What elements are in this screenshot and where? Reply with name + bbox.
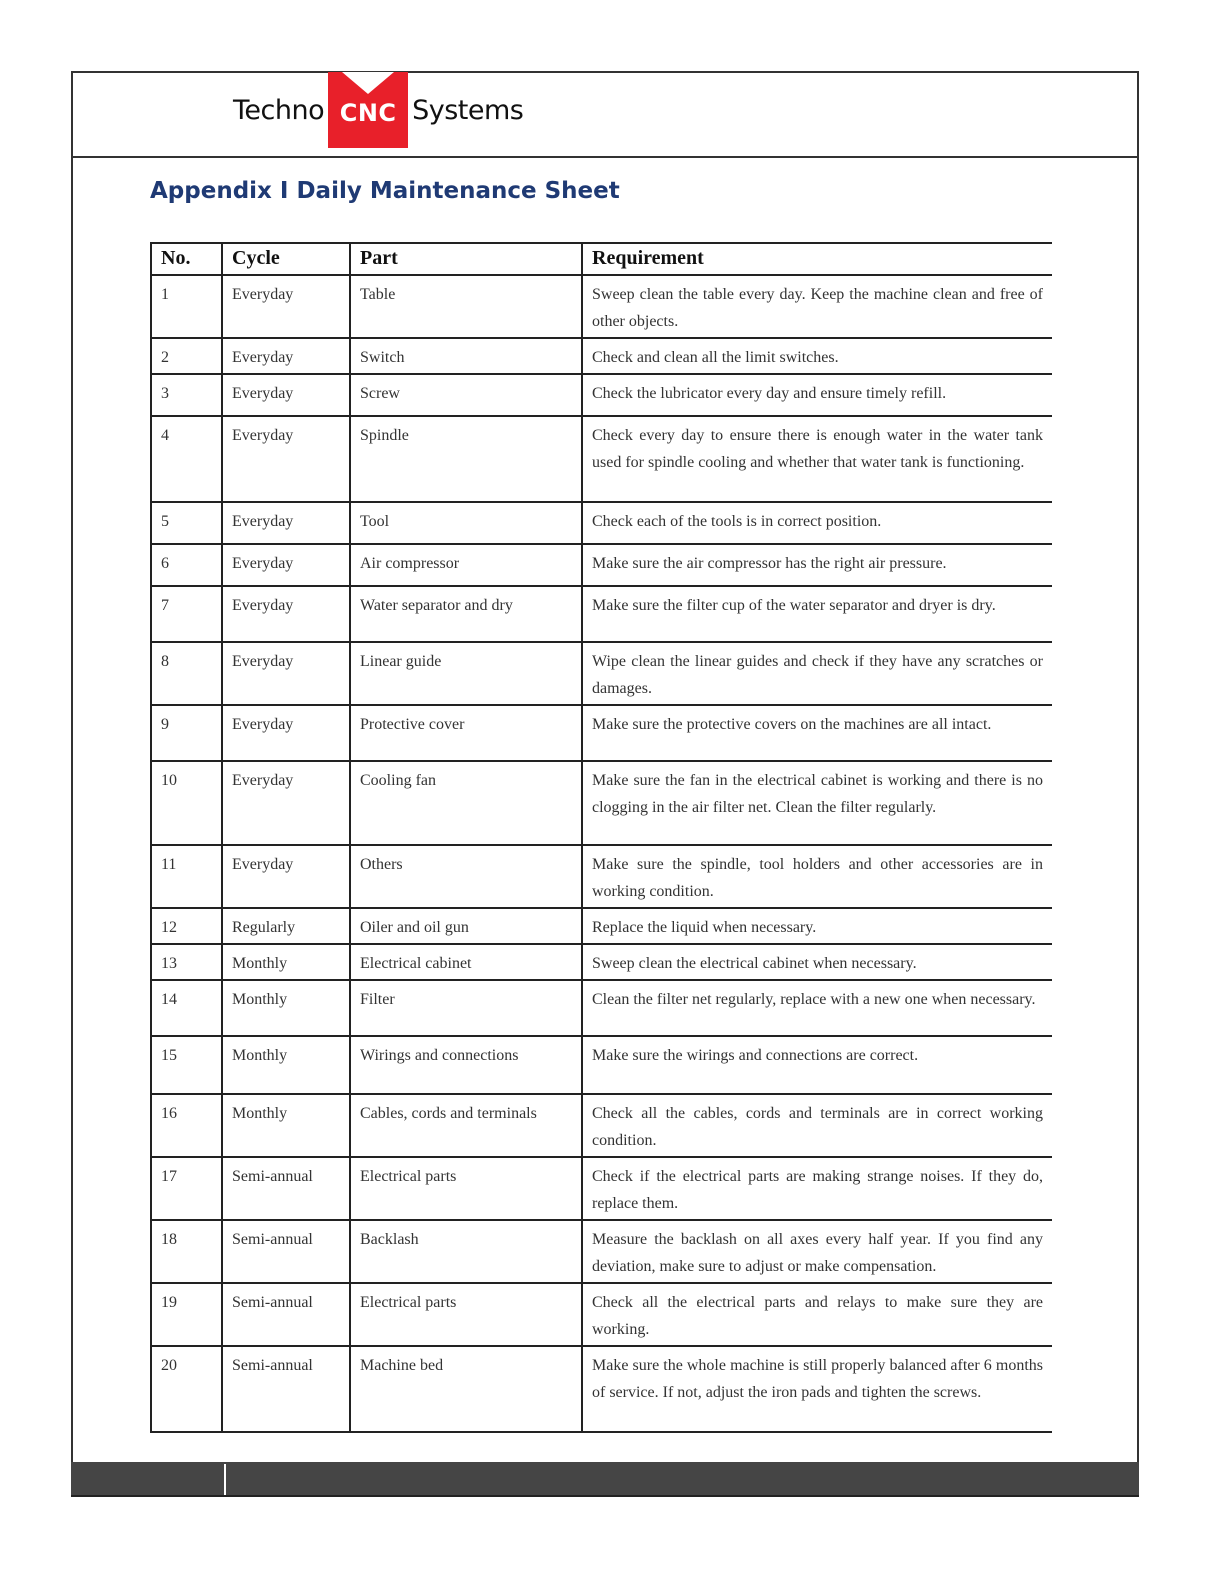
table-row bbox=[151, 416, 1052, 502]
cell-cycle: Everyday bbox=[222, 275, 350, 338]
cell-no: 15 bbox=[151, 1036, 222, 1094]
cell-cycle: Monthly bbox=[222, 1036, 350, 1094]
cell-part: Water separator and dry bbox=[350, 586, 582, 642]
cell-requirement: Sweep clean the electrical cabinet when necessary. bbox=[582, 944, 1052, 980]
logo-cnc-mark bbox=[328, 72, 408, 148]
cell-part: Air compressor bbox=[350, 544, 582, 586]
logo-notch bbox=[342, 72, 394, 94]
table-row bbox=[151, 275, 1052, 338]
cell-requirement: Clean the filter net regularly, replace with a new one when necessary. bbox=[582, 980, 1052, 1036]
table-row bbox=[151, 761, 1052, 845]
header-cycle: Cycle bbox=[222, 243, 350, 275]
cell-part: Electrical parts bbox=[350, 1283, 582, 1346]
maintenance-table bbox=[150, 242, 1052, 1433]
table-row bbox=[151, 586, 1052, 642]
cell-requirement: Check if the electrical parts are making strange noises. If they do, replace them. bbox=[582, 1157, 1052, 1220]
table-row bbox=[151, 908, 1052, 944]
cell-requirement: Make sure the protective covers on the machines are all intact. bbox=[582, 705, 1052, 761]
cell-cycle: Monthly bbox=[222, 980, 350, 1036]
cell-no: 20 bbox=[151, 1346, 222, 1432]
cell-cycle: Everyday bbox=[222, 502, 350, 544]
cell-no: 13 bbox=[151, 944, 222, 980]
cell-no: 9 bbox=[151, 705, 222, 761]
cell-part: Cables, cords and terminals bbox=[350, 1094, 582, 1157]
cell-no: 5 bbox=[151, 502, 222, 544]
cell-part: Linear guide bbox=[350, 642, 582, 705]
company-logo bbox=[233, 72, 523, 148]
cell-no: 6 bbox=[151, 544, 222, 586]
cell-no: 10 bbox=[151, 761, 222, 845]
cell-part: Backlash bbox=[350, 1220, 582, 1283]
cell-requirement: Check all the electrical parts and relays to make sure they are working. bbox=[582, 1283, 1052, 1346]
cell-requirement: Check the lubricator every day and ensure timely refill. bbox=[582, 374, 1052, 416]
cell-cycle: Everyday bbox=[222, 544, 350, 586]
cell-cycle: Everyday bbox=[222, 374, 350, 416]
cell-no: 19 bbox=[151, 1283, 222, 1346]
page-header bbox=[71, 71, 1139, 158]
table-row bbox=[151, 1094, 1052, 1157]
header-requirement: Requirement bbox=[582, 243, 1052, 275]
cell-part: Others bbox=[350, 845, 582, 908]
cell-cycle: Monthly bbox=[222, 944, 350, 980]
table-row bbox=[151, 1283, 1052, 1346]
cell-cycle: Semi-annual bbox=[222, 1157, 350, 1220]
cell-no: 16 bbox=[151, 1094, 222, 1157]
cell-requirement: Make sure the fan in the electrical cabinet is working and there is no clogging in the air filter net. Clean the filter regularly. bbox=[582, 761, 1052, 845]
footer-divider bbox=[224, 1464, 226, 1495]
cell-cycle: Monthly bbox=[222, 1094, 350, 1157]
cell-part: Electrical cabinet bbox=[350, 944, 582, 980]
table-row bbox=[151, 502, 1052, 544]
cell-requirement: Replace the liquid when necessary. bbox=[582, 908, 1052, 944]
cell-no: 4 bbox=[151, 416, 222, 502]
cell-cycle: Everyday bbox=[222, 761, 350, 845]
cell-no: 2 bbox=[151, 338, 222, 374]
cell-cycle: Semi-annual bbox=[222, 1346, 350, 1432]
cell-part: Table bbox=[350, 275, 582, 338]
cell-requirement: Wipe clean the linear guides and check if they have any scratches or damages. bbox=[582, 642, 1052, 705]
cell-requirement: Make sure the filter cup of the water separator and dryer is dry. bbox=[582, 586, 1052, 642]
cell-part: Screw bbox=[350, 374, 582, 416]
table-row bbox=[151, 1346, 1052, 1432]
cell-part: Filter bbox=[350, 980, 582, 1036]
cell-requirement: Sweep clean the table every day. Keep the machine clean and free of other objects. bbox=[582, 275, 1052, 338]
cell-requirement: Check all the cables, cords and terminals are in correct working condition. bbox=[582, 1094, 1052, 1157]
cell-cycle: Everyday bbox=[222, 586, 350, 642]
table-header-row bbox=[151, 243, 1052, 275]
table-row bbox=[151, 544, 1052, 586]
cell-requirement: Make sure the wirings and connections are correct. bbox=[582, 1036, 1052, 1094]
cell-part: Oiler and oil gun bbox=[350, 908, 582, 944]
table-row bbox=[151, 980, 1052, 1036]
cell-no: 17 bbox=[151, 1157, 222, 1220]
cell-cycle: Regularly bbox=[222, 908, 350, 944]
cell-no: 12 bbox=[151, 908, 222, 944]
header-part: Part bbox=[350, 243, 582, 275]
cell-part: Wirings and connections bbox=[350, 1036, 582, 1094]
header-no: No. bbox=[151, 243, 222, 275]
table-row bbox=[151, 1036, 1052, 1094]
cell-part: Protective cover bbox=[350, 705, 582, 761]
cell-requirement: Make sure the whole machine is still properly balanced after 6 months of service. If not, adjust the iron pads and tighten the screws. bbox=[582, 1346, 1052, 1432]
page-title: Appendix I Daily Maintenance Sheet bbox=[150, 178, 620, 204]
cell-cycle: Semi-annual bbox=[222, 1220, 350, 1283]
cell-no: 7 bbox=[151, 586, 222, 642]
cell-part: Switch bbox=[350, 338, 582, 374]
table-row bbox=[151, 845, 1052, 908]
cell-no: 11 bbox=[151, 845, 222, 908]
logo-word-systems: Systems bbox=[412, 94, 524, 126]
table-row bbox=[151, 1157, 1052, 1220]
cell-no: 14 bbox=[151, 980, 222, 1036]
table-row bbox=[151, 374, 1052, 416]
cell-requirement: Measure the backlash on all axes every half year. If you find any deviation, make sure to adjust or make compensation. bbox=[582, 1220, 1052, 1283]
logo-word-techno: Techno bbox=[233, 94, 325, 126]
footer-bar bbox=[71, 1462, 1139, 1497]
cell-cycle: Everyday bbox=[222, 338, 350, 374]
table-row bbox=[151, 338, 1052, 374]
table-body bbox=[151, 275, 1052, 1432]
cell-requirement: Make sure the air compressor has the right air pressure. bbox=[582, 544, 1052, 586]
cell-part: Spindle bbox=[350, 416, 582, 502]
table-row bbox=[151, 705, 1052, 761]
logo-cnc-text: CNC bbox=[339, 99, 397, 127]
table-row bbox=[151, 944, 1052, 980]
cell-cycle: Semi-annual bbox=[222, 1283, 350, 1346]
table-row bbox=[151, 1220, 1052, 1283]
cell-no: 8 bbox=[151, 642, 222, 705]
cell-part: Electrical parts bbox=[350, 1157, 582, 1220]
cell-requirement: Check and clean all the limit switches. bbox=[582, 338, 1052, 374]
cell-cycle: Everyday bbox=[222, 845, 350, 908]
cell-requirement: Make sure the spindle, tool holders and other accessories are in working condition. bbox=[582, 845, 1052, 908]
table-row bbox=[151, 642, 1052, 705]
cell-no: 18 bbox=[151, 1220, 222, 1283]
cell-no: 3 bbox=[151, 374, 222, 416]
cell-cycle: Everyday bbox=[222, 642, 350, 705]
cell-part: Tool bbox=[350, 502, 582, 544]
cell-part: Machine bed bbox=[350, 1346, 582, 1432]
cell-requirement: Check each of the tools is in correct position. bbox=[582, 502, 1052, 544]
cell-cycle: Everyday bbox=[222, 416, 350, 502]
cell-part: Cooling fan bbox=[350, 761, 582, 845]
cell-no: 1 bbox=[151, 275, 222, 338]
cell-requirement: Check every day to ensure there is enough water in the water tank used for spindle cooling and whether that water tank is functioning. bbox=[582, 416, 1052, 502]
cell-cycle: Everyday bbox=[222, 705, 350, 761]
